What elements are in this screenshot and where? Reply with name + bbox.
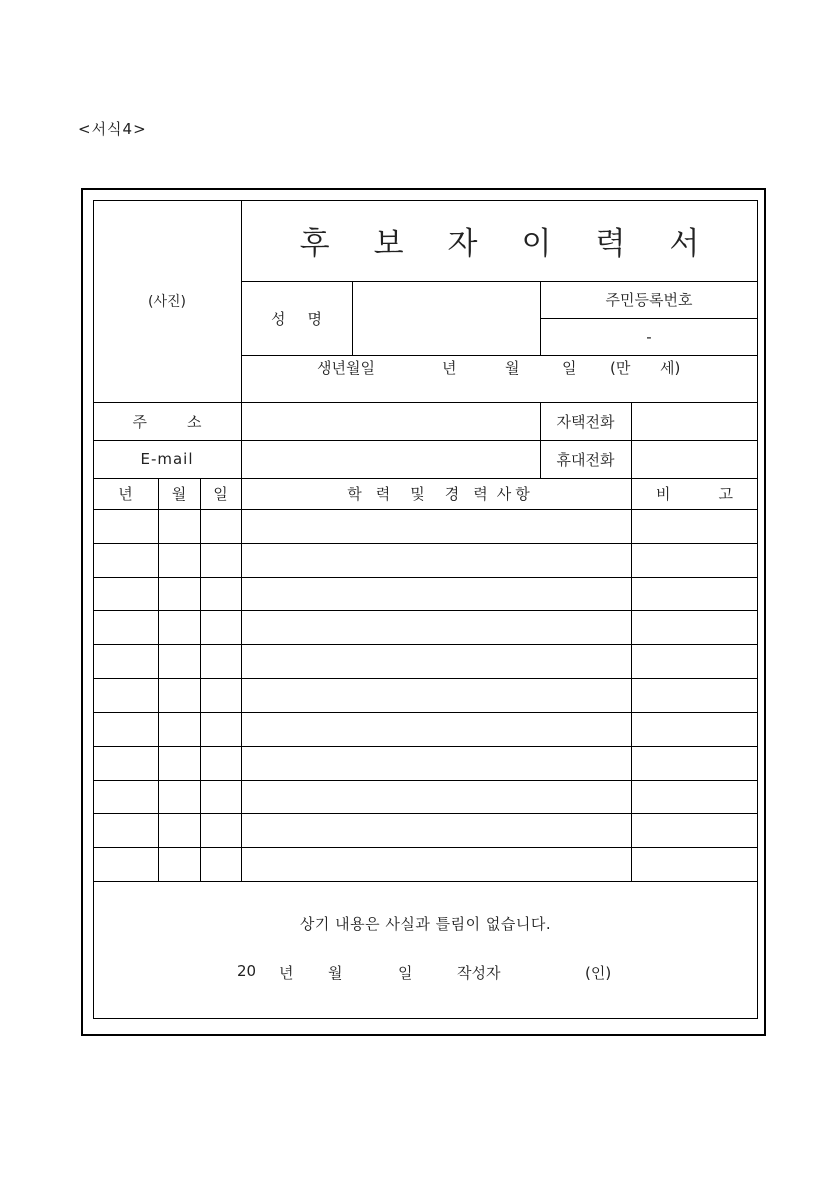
signature-day: 일 bbox=[398, 964, 413, 982]
address-field[interactable] bbox=[241, 402, 540, 440]
history-cell-remarks[interactable] bbox=[631, 780, 758, 813]
history-cell-day[interactable] bbox=[200, 813, 241, 847]
mobile-phone-field[interactable] bbox=[631, 440, 758, 478]
history-cell-day[interactable] bbox=[200, 644, 241, 678]
history-cell-month[interactable] bbox=[158, 577, 200, 610]
history-cell-day[interactable] bbox=[200, 847, 241, 881]
history-cell-year[interactable] bbox=[93, 543, 158, 577]
signature-writer: 작성자 bbox=[457, 964, 501, 982]
history-cell-month[interactable] bbox=[158, 813, 200, 847]
history-cell-remarks[interactable] bbox=[631, 543, 758, 577]
history-cell-month[interactable] bbox=[158, 847, 200, 881]
history-cell-day[interactable] bbox=[200, 509, 241, 543]
resident-number-label: 주민등록번호 bbox=[605, 291, 693, 309]
history-cell-month[interactable] bbox=[158, 509, 200, 543]
history-cell-month[interactable] bbox=[158, 543, 200, 577]
signature-year: 년 bbox=[279, 964, 294, 982]
history-cell-content[interactable] bbox=[241, 746, 631, 780]
history-cell-year[interactable] bbox=[93, 813, 158, 847]
history-cell-year[interactable] bbox=[93, 678, 158, 712]
history-cell-remarks[interactable] bbox=[631, 746, 758, 780]
mobile-phone-label: 휴대전화 bbox=[556, 450, 615, 469]
history-cell-content[interactable] bbox=[241, 610, 631, 644]
history-cell-remarks[interactable] bbox=[631, 813, 758, 847]
history-cell-year[interactable] bbox=[93, 644, 158, 678]
photo-box bbox=[93, 200, 241, 402]
history-cell-day[interactable] bbox=[200, 678, 241, 712]
history-cell-remarks[interactable] bbox=[631, 678, 758, 712]
name-label: 성 명 bbox=[271, 309, 322, 328]
history-cell-year[interactable] bbox=[93, 577, 158, 610]
history-cell-year[interactable] bbox=[93, 610, 158, 644]
home-phone-field[interactable] bbox=[631, 402, 758, 440]
birth-month: 월 bbox=[505, 358, 520, 377]
history-cell-remarks[interactable] bbox=[631, 610, 758, 644]
history-cell-day[interactable] bbox=[200, 610, 241, 644]
history-cell-year[interactable] bbox=[93, 847, 158, 881]
name-field[interactable] bbox=[352, 281, 540, 355]
birth-label: 생년월일 bbox=[317, 358, 375, 377]
title-char: 력 bbox=[595, 226, 626, 262]
history-cell-year[interactable] bbox=[93, 509, 158, 543]
history-cell-content[interactable] bbox=[241, 847, 631, 881]
history-cell-month[interactable] bbox=[158, 746, 200, 780]
photo-label: (사진) bbox=[148, 294, 186, 310]
history-cell-content[interactable] bbox=[241, 509, 631, 543]
history-cell-day[interactable] bbox=[200, 712, 241, 746]
history-cell-remarks[interactable] bbox=[631, 847, 758, 881]
history-cell-day[interactable] bbox=[200, 780, 241, 813]
title-char: 후 bbox=[299, 226, 330, 262]
history-cell-day[interactable] bbox=[200, 577, 241, 610]
signature-year-prefix: 20 bbox=[237, 962, 257, 980]
history-header-remarks: 비 고 bbox=[656, 485, 733, 503]
history-header-year: 년 bbox=[118, 485, 133, 503]
history-cell-year[interactable] bbox=[93, 746, 158, 780]
history-cell-day[interactable] bbox=[200, 543, 241, 577]
history-cell-year[interactable] bbox=[93, 780, 158, 813]
history-cell-content[interactable] bbox=[241, 543, 631, 577]
signature-month: 월 bbox=[328, 964, 343, 982]
history-cell-month[interactable] bbox=[158, 780, 200, 813]
resident-number-field[interactable] bbox=[540, 318, 758, 355]
history-cell-year[interactable] bbox=[93, 712, 158, 746]
history-cell-month[interactable] bbox=[158, 644, 200, 678]
history-cell-day[interactable] bbox=[200, 746, 241, 780]
resident-number-dash: - bbox=[646, 327, 652, 346]
title-char: 보 bbox=[373, 226, 404, 262]
birth-age-open: (만 bbox=[610, 358, 631, 377]
history-cell-remarks[interactable] bbox=[631, 712, 758, 746]
history-header-day: 일 bbox=[213, 485, 228, 503]
address-label: 주 소 bbox=[132, 412, 202, 431]
email-field[interactable] bbox=[241, 440, 540, 478]
home-phone-label: 자택전화 bbox=[556, 412, 615, 431]
history-cell-content[interactable] bbox=[241, 813, 631, 847]
history-cell-month[interactable] bbox=[158, 712, 200, 746]
history-cell-content[interactable] bbox=[241, 780, 631, 813]
history-cell-content[interactable] bbox=[241, 577, 631, 610]
email-label: E-mail bbox=[140, 450, 194, 468]
birth-row[interactable] bbox=[241, 355, 758, 379]
birth-age-close: 세) bbox=[660, 358, 681, 377]
form-number-label: <서식4> bbox=[78, 120, 147, 138]
grid-line bbox=[93, 881, 758, 882]
history-cell-content[interactable] bbox=[241, 678, 631, 712]
page-title bbox=[241, 200, 758, 281]
title-char: 서 bbox=[669, 226, 700, 262]
history-header-content: 학 력 및 경 력 사 항 bbox=[347, 485, 530, 503]
title-char: 자 bbox=[447, 226, 478, 262]
signature-seal[interactable]: (인) bbox=[585, 964, 612, 982]
signature-line bbox=[93, 962, 758, 988]
history-cell-remarks[interactable] bbox=[631, 644, 758, 678]
birth-day: 일 bbox=[562, 358, 577, 377]
history-cell-remarks[interactable] bbox=[631, 577, 758, 610]
history-cell-month[interactable] bbox=[158, 678, 200, 712]
title-char: 이 bbox=[521, 226, 552, 262]
birth-year: 년 bbox=[442, 358, 457, 377]
history-header-month: 월 bbox=[171, 485, 187, 503]
history-cell-month[interactable] bbox=[158, 610, 200, 644]
history-cell-remarks[interactable] bbox=[631, 509, 758, 543]
declaration-text: 상기 내용은 사실과 틀림이 없습니다. bbox=[299, 914, 552, 933]
history-cell-content[interactable] bbox=[241, 712, 631, 746]
history-cell-content[interactable] bbox=[241, 644, 631, 678]
